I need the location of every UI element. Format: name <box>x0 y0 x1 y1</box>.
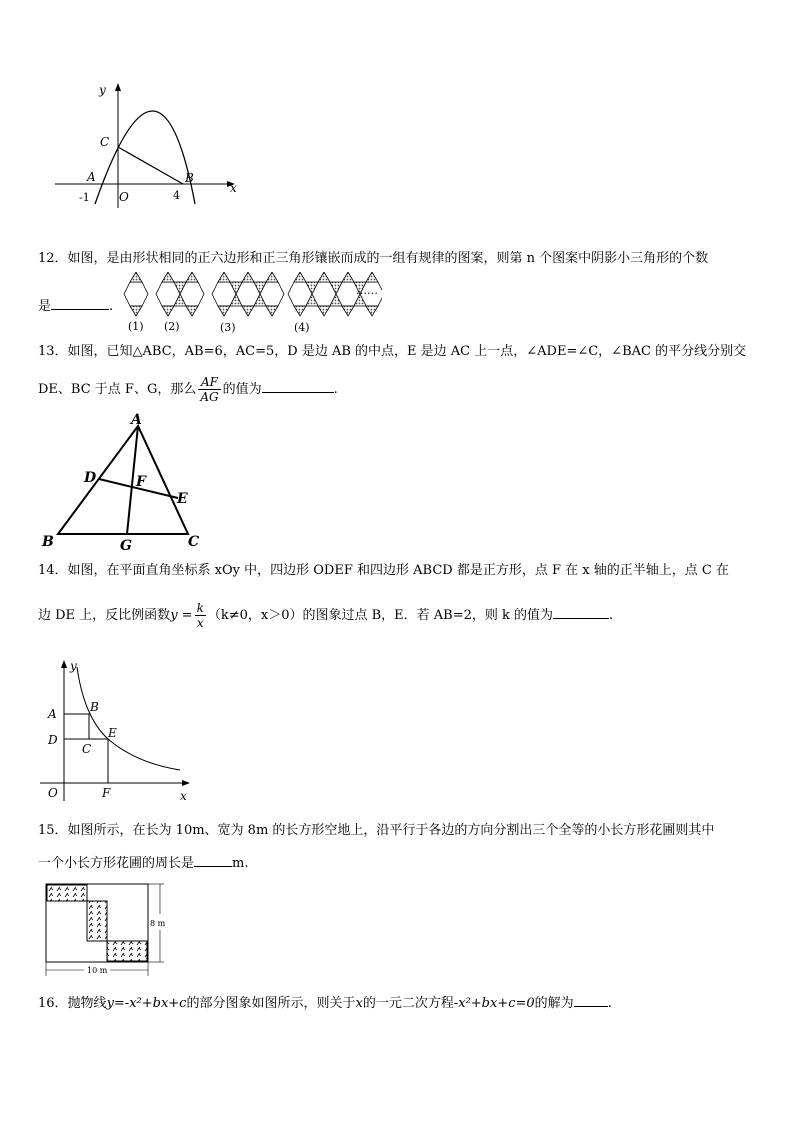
label-c: C <box>82 742 92 756</box>
label-e: E <box>108 726 117 740</box>
pattern-1 <box>124 272 148 316</box>
label-f: F <box>102 786 111 800</box>
q15-line2-pre: 一个小长方形花圃的周长是 <box>38 856 195 871</box>
x-axis-arrow <box>182 780 190 786</box>
q13-answer-blank[interactable] <box>262 380 334 393</box>
question-12-line1 <box>38 251 708 267</box>
q16-answer-blank[interactable] <box>574 994 608 1007</box>
label-b: B <box>90 700 99 714</box>
q16-var-x: x <box>355 996 363 1011</box>
label-f: F <box>136 474 146 490</box>
hexagon-pattern-figure <box>120 272 382 336</box>
label-4: 4 <box>173 189 180 202</box>
q16-text-a: 抛物线 <box>67 996 107 1011</box>
parabola-figure <box>55 80 245 210</box>
label-o: O <box>119 190 129 204</box>
q14-line2-pre: 边 DE 上，反比例函数 <box>38 608 171 623</box>
y-axis-arrow <box>61 660 67 668</box>
question-15-line2 <box>38 854 248 872</box>
garden-figure <box>40 880 180 978</box>
label-y: y <box>99 83 106 97</box>
q14-fraction <box>195 601 206 630</box>
q14-frac-num: k <box>196 601 204 615</box>
q14-frac-den: x <box>196 616 204 630</box>
q12-text: 如图，是由形状相同的正六边形和正三角形镶嵌而成的一组有规律的图案，则第 n 个图案中阴影小三角形的个数 <box>67 251 709 266</box>
pattern-label-2: (2) <box>164 320 180 333</box>
label-a: A <box>48 707 57 721</box>
q16-text-d: 的解为 <box>534 996 574 1011</box>
q16-end: . <box>607 996 612 1011</box>
label-y: y <box>70 659 77 673</box>
q16-text-b: 的部分图象如图所示，则关于 <box>186 996 356 1011</box>
label-d: D <box>84 470 97 486</box>
q12-line2-post: . <box>109 299 114 314</box>
question-13-line2 <box>38 372 338 408</box>
question-14-line2 <box>38 598 613 634</box>
label-neg1: -1 <box>79 191 90 204</box>
q15-answer-blank[interactable] <box>194 854 232 867</box>
q13-line2-post: 的值为 <box>222 382 262 397</box>
question-14-line1 <box>38 563 729 579</box>
q14-answer-blank[interactable] <box>553 606 609 619</box>
pattern-label-1: (1) <box>128 320 144 333</box>
parabola-curve <box>95 111 195 204</box>
question-15-line1 <box>38 823 714 839</box>
coordinate-square-figure <box>40 655 200 805</box>
label-e: E <box>177 491 188 507</box>
question-13-line1 <box>38 344 746 360</box>
q14-y-eq: y = <box>170 608 193 623</box>
label-b: B <box>42 534 54 550</box>
label-o: O <box>48 786 58 800</box>
width-label: 10 m <box>87 966 108 975</box>
label-g: G <box>120 538 132 552</box>
question-16 <box>38 994 612 1012</box>
q13-text: 如图，已知△ABC，AB=6，AC=5，D 是边 AB 的中点，E 是边 AC 上一点，∠ADE=∠C，∠BAC 的平分线分别交 <box>67 344 747 359</box>
q13-end: . <box>333 382 338 397</box>
label-d: D <box>48 733 58 747</box>
label-a: A <box>87 170 96 184</box>
q16-text-c: 的一元二次方程 <box>362 996 454 1011</box>
q13-fraction <box>198 375 220 404</box>
pattern-label-4: (4) <box>294 321 310 334</box>
square-abcd <box>64 714 89 739</box>
label-a: A <box>131 412 142 428</box>
label-c: C <box>188 534 200 550</box>
triangle-figure <box>38 410 218 552</box>
garden-bed-1 <box>47 885 87 901</box>
q13-number: 13． <box>38 344 68 359</box>
question-12-line2 <box>38 297 113 315</box>
label-c: C <box>100 135 110 149</box>
q14-number: 14． <box>38 563 68 578</box>
label-b: B <box>185 171 194 185</box>
q12-number: 12． <box>38 251 68 266</box>
q16-number: 16． <box>38 996 68 1011</box>
label-x: x <box>180 789 187 803</box>
segment-cb <box>118 147 183 184</box>
q16-formula2: -x²+bx+c=0 <box>453 996 535 1011</box>
q16-formula1: y=-x²+bx+c <box>106 996 187 1011</box>
q15-text: 如图所示，在长为 10m、宽为 8m 的长方形空地上，沿平行于各边的方向分割出三个全等的小长方形花圃则其中 <box>67 823 715 838</box>
pattern-label-3: (3) <box>220 321 236 334</box>
q13-frac-num: AF <box>198 375 220 390</box>
garden-bed-2 <box>87 901 107 941</box>
q13-frac-den: AG <box>200 390 219 404</box>
label-x: x <box>230 181 237 195</box>
pattern-2 <box>156 272 204 316</box>
q12-answer-blank[interactable] <box>51 297 109 310</box>
q14-text: 如图，在平面直角坐标系 xOy 中，四边形 ODEF 和四边形 ABCD 都是正方形，点 F 在 x 轴的正半轴上，点 C 在 <box>67 563 729 578</box>
pattern-ellipsis: …… <box>356 284 378 297</box>
q12-line2-pre: 是 <box>38 299 52 314</box>
q15-number: 15． <box>38 823 68 838</box>
q14-line2-post: （k≠0，x＞0）的图象过点 B，E．若 AB=2，则 k 的值为 <box>207 608 554 623</box>
hyperbola-curve <box>77 667 180 770</box>
y-axis-arrow <box>115 83 121 91</box>
pattern-3 <box>212 272 284 316</box>
height-label: 8 m <box>150 919 166 928</box>
q14-end: . <box>609 608 614 623</box>
garden-bed-3 <box>107 941 147 961</box>
q15-line2-post: m. <box>232 856 249 871</box>
q13-line2-pre: DE、BC 于点 F、G，那么 <box>38 382 197 397</box>
